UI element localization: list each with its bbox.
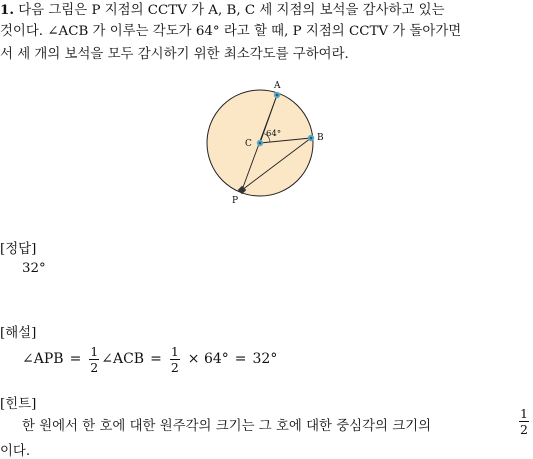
point-a-marker bbox=[274, 92, 280, 98]
angle-label: 64° bbox=[266, 129, 282, 139]
solution-heading: [해설] bbox=[0, 326, 37, 341]
frac1-denominator: 2 bbox=[90, 359, 99, 375]
frac2-numerator: 1 bbox=[170, 343, 179, 359]
hint-text-1: 한 원에서 한 호에 대한 원주각의 크기는 그 호에 대한 중심각의 크기의 bbox=[22, 419, 432, 434]
frac1-numerator: 1 bbox=[90, 343, 99, 359]
hint-frac-numerator: 1 bbox=[520, 406, 528, 421]
equals-3: = bbox=[234, 351, 247, 367]
label-a: A bbox=[274, 81, 281, 91]
frac2-denominator: 2 bbox=[170, 359, 179, 375]
point-c-marker bbox=[257, 140, 263, 146]
solution-equation bbox=[22, 341, 277, 377]
fraction-half-2 bbox=[170, 345, 180, 374]
solution-result: 32° bbox=[252, 351, 278, 367]
hint-text-2: 이다. bbox=[0, 444, 31, 459]
problem-text-3: 서 세 개의 보석을 모두 감시하기 위한 최소각도를 구하여라. bbox=[0, 47, 349, 62]
point-b-marker bbox=[308, 135, 314, 141]
fraction-half-1 bbox=[89, 345, 99, 374]
label-b: B bbox=[317, 133, 324, 143]
hint-heading: [힌트] bbox=[0, 397, 37, 412]
times-64: × 64° bbox=[187, 351, 229, 367]
label-p: P bbox=[232, 196, 239, 206]
angle-acb: ∠ACB bbox=[101, 351, 145, 367]
hint-fraction-half bbox=[519, 407, 529, 436]
angle-apb: ∠APB bbox=[22, 351, 64, 367]
problem-text-2: 것이다. ∠ACB 가 이루는 각도가 64° 라고 할 때, P 지점의 CCTV 가 돌아가면 bbox=[0, 24, 462, 39]
equals-2: = bbox=[150, 351, 162, 367]
answer-value: 32° bbox=[22, 261, 46, 276]
label-c: C bbox=[245, 139, 252, 149]
hint-frac-denominator: 2 bbox=[520, 422, 528, 437]
circle-figure bbox=[0, 78, 533, 208]
problem-number: 1. bbox=[0, 2, 14, 18]
equals-1: = bbox=[69, 351, 82, 367]
problem-text-1: 다음 그림은 P 지점의 CCTV 가 A, B, C 세 지점의 보석을 감사하고 있는 bbox=[18, 3, 445, 18]
problem-line-1 bbox=[0, 0, 445, 21]
answer-heading: [정답] bbox=[0, 242, 37, 257]
